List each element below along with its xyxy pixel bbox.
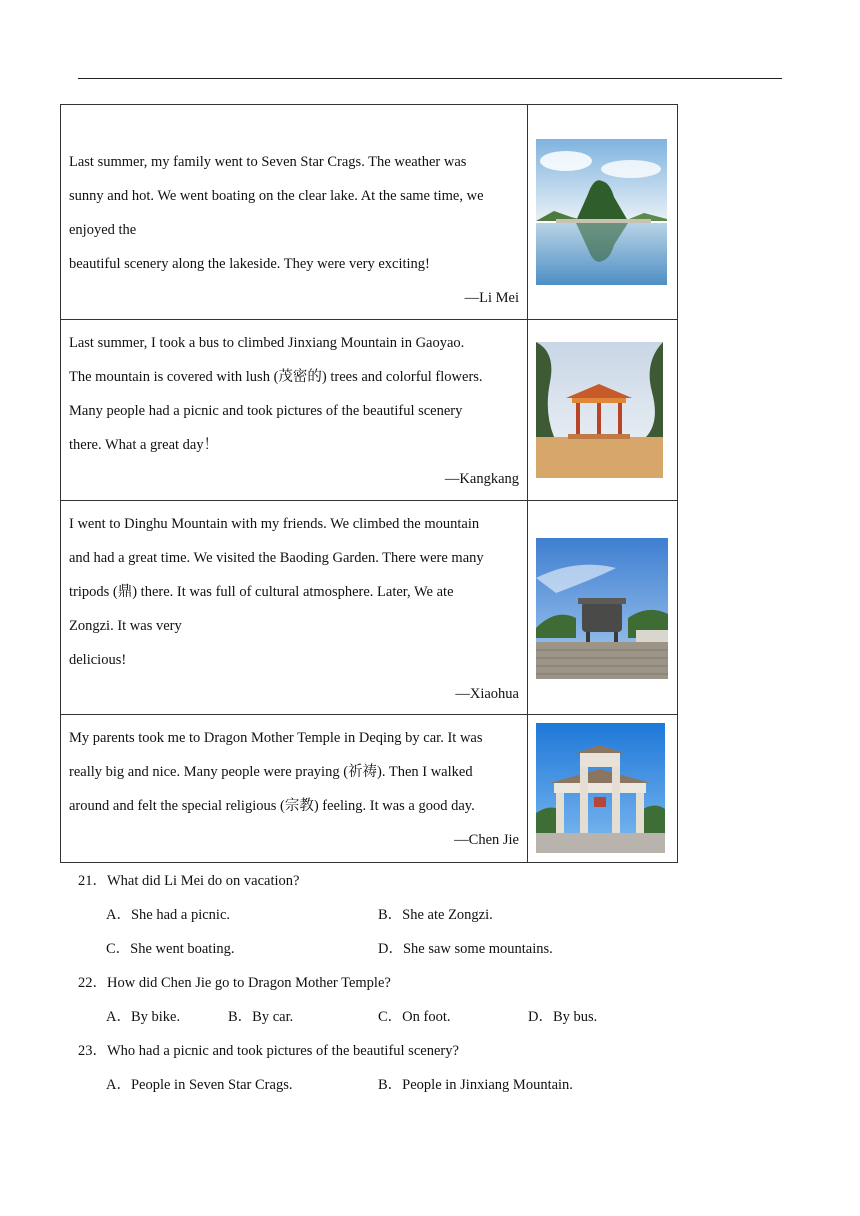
option-d[interactable]: D．She saw some mountains. xyxy=(378,941,553,957)
question-21 xyxy=(78,864,299,898)
question-number: 22． xyxy=(78,975,107,991)
option-a[interactable]: A．By bike. xyxy=(106,1009,181,1025)
option-b[interactable]: B．She ate Zongzi. xyxy=(378,907,493,923)
passage-author: —Li Mei xyxy=(464,290,519,306)
passage-line: I went to Dinghu Mountain with my friends. We climbed the mountain xyxy=(69,516,480,532)
option-c[interactable]: C．On foot. xyxy=(378,1009,451,1025)
passage-photo-cell xyxy=(528,105,678,320)
passage-line: and had a great time. We visited the Baoding Garden. There were many xyxy=(69,550,484,566)
question-text: How did Chen Jie go to Dragon Mother Temple? xyxy=(107,975,391,991)
question-number: 23． xyxy=(78,1043,107,1059)
passage-line: around and felt the special religious (宗教) feeling. It was a good day. xyxy=(69,798,475,814)
pavilion-photo xyxy=(536,342,663,478)
passage-line: sunny and hot. We went boating on the clear lake. At the same time, we xyxy=(69,188,484,204)
passage-text-cell xyxy=(61,320,528,501)
option-d[interactable]: D．By bus. xyxy=(528,1009,598,1025)
passage-text-cell xyxy=(61,715,528,863)
passage-line: beautiful scenery along the lakeside. They were very exciting! xyxy=(69,256,430,272)
tripod-garden-photo xyxy=(536,538,668,679)
passage-line: delicious! xyxy=(69,652,127,668)
passage-line: tripods (鼎) there. It was full of cultural atmosphere. Later, We ate xyxy=(69,584,454,600)
passage-line: The mountain is covered with lush (茂密的) trees and colorful flowers. xyxy=(69,369,483,385)
passage-author: —Kangkang xyxy=(444,471,519,487)
passage-photo-cell xyxy=(528,501,678,715)
passage-text-cell xyxy=(61,105,528,320)
passage-photo-cell xyxy=(528,320,678,501)
option-b[interactable]: B．By car. xyxy=(228,1009,294,1025)
passage-line: My parents took me to Dragon Mother Temple in Deqing by car. It was xyxy=(69,730,483,746)
option-a[interactable]: A．People in Seven Star Crags. xyxy=(106,1077,293,1093)
passages-table xyxy=(60,104,678,863)
passage-line: Zongzi. It was very xyxy=(69,618,182,634)
passage-line: Last summer, my family went to Seven Star Crags. The weather was xyxy=(69,154,467,170)
passage-row xyxy=(61,501,678,715)
passage-photo-cell xyxy=(528,715,678,863)
header-rule xyxy=(78,78,782,79)
passage-line: really big and nice. Many people were praying (祈祷). Then I walked xyxy=(69,764,473,780)
question-text: What did Li Mei do on vacation? xyxy=(107,873,300,889)
question-text: Who had a picnic and took pictures of the beautiful scenery? xyxy=(107,1043,459,1059)
passage-row xyxy=(61,320,678,501)
passage-line: Many people had a picnic and took pictures of the beautiful scenery xyxy=(69,403,463,419)
question-23 xyxy=(78,1034,459,1068)
passage-author: —Chen Jie xyxy=(454,832,519,848)
question-number: 21． xyxy=(78,873,107,889)
passage-row xyxy=(61,715,678,863)
option-c[interactable]: C．She went boating. xyxy=(106,941,235,957)
temple-gate-photo xyxy=(536,723,665,853)
option-a[interactable]: A．She had a picnic. xyxy=(106,907,231,923)
passage-line: there. What a great day！ xyxy=(69,437,219,453)
passage-line: enjoyed the xyxy=(69,222,137,238)
passage-row xyxy=(61,105,678,320)
passage-line: Last summer, I took a bus to climbed Jinxiang Mountain in Gaoyao. xyxy=(69,335,465,351)
passage-text-cell xyxy=(61,501,528,715)
lake-mountain-photo xyxy=(536,139,667,285)
question-22 xyxy=(78,966,391,1000)
option-b[interactable]: B．People in Jinxiang Mountain. xyxy=(378,1077,573,1093)
passage-author: —Xiaohua xyxy=(455,686,519,702)
